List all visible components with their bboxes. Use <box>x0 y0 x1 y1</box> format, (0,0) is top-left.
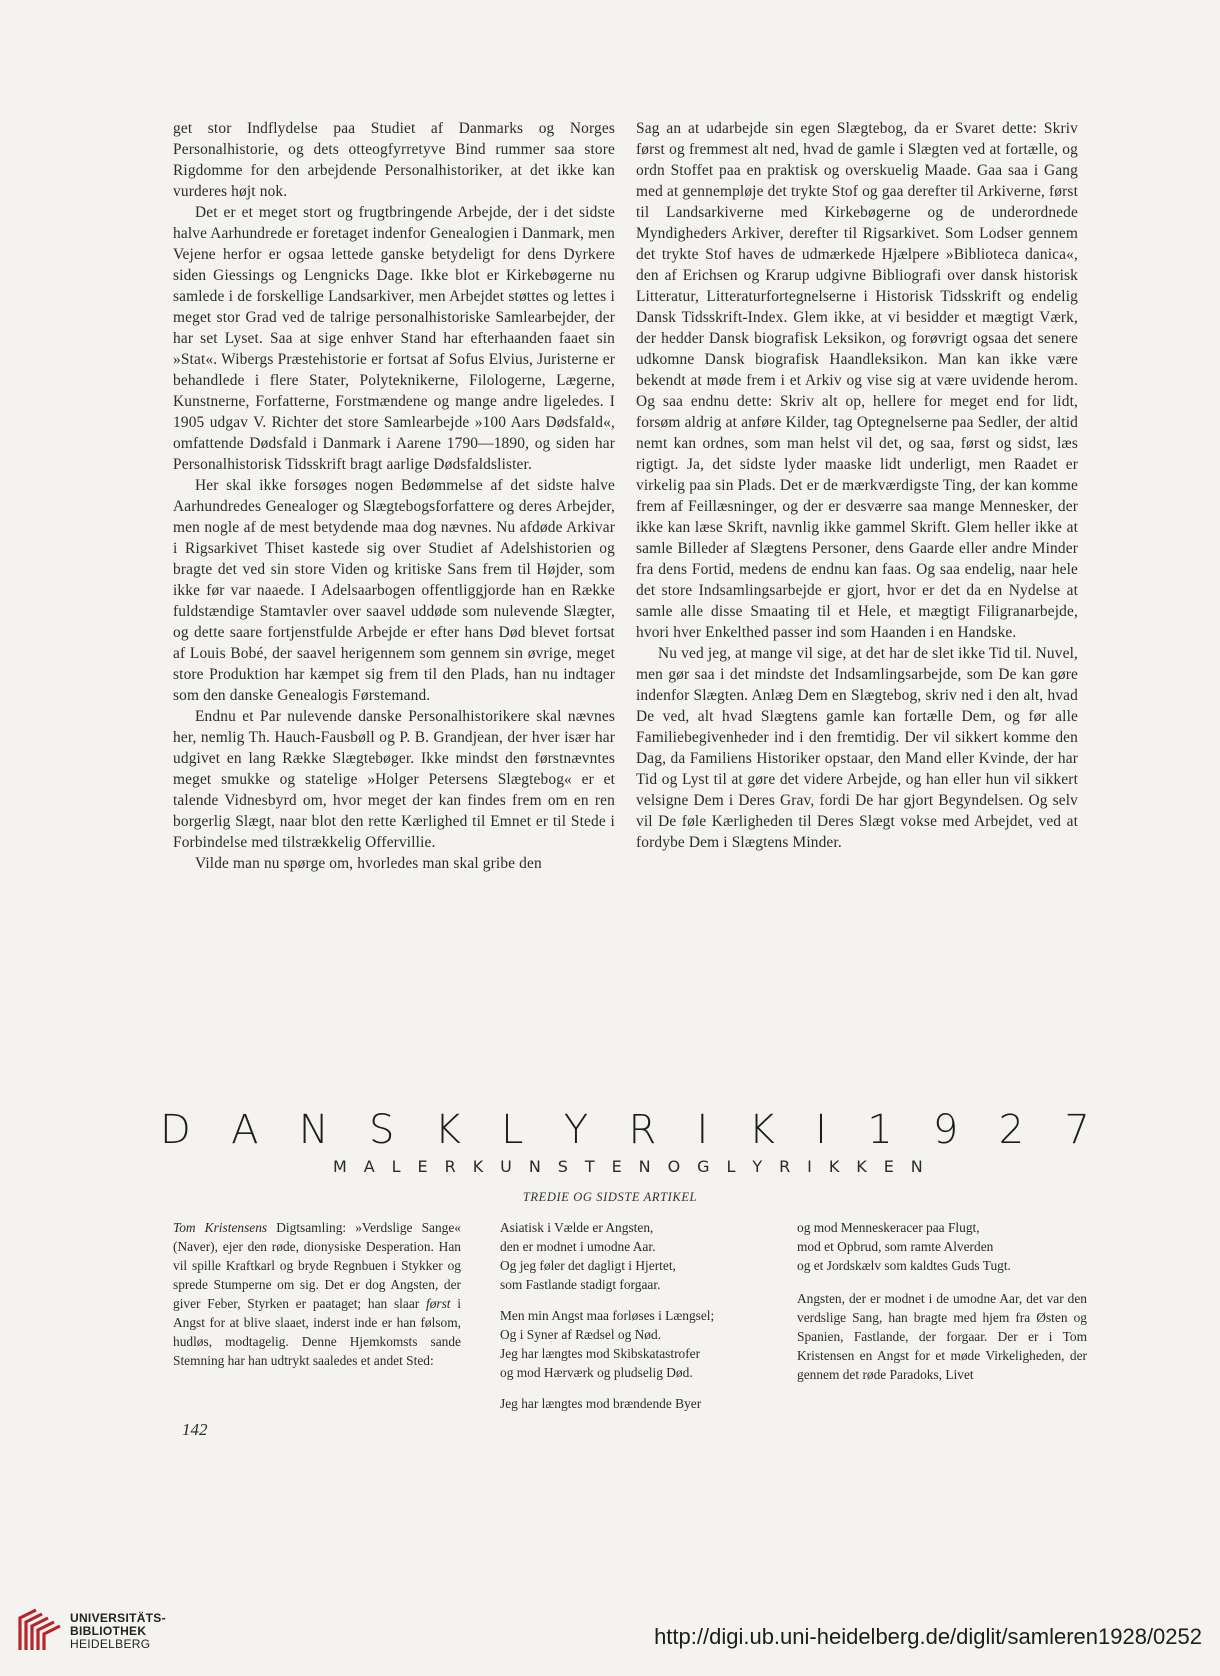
poem-line: og mod Menneskeracer paa Flugt, <box>797 1220 980 1235</box>
article-left-column <box>173 118 615 874</box>
title-letter: 2 <box>998 1107 1025 1153</box>
title-letter: K <box>472 1157 484 1176</box>
source-url[interactable]: http://digi.ub.uni-heidelberg.de/diglit/samleren1928/0252 <box>654 1624 1202 1649</box>
lyrik-intro-paragraph: Tom Kristensens Digtsamling: »Verdslige Sange« (Naver), ejer den røde, dionysiske Desperation. Han vil spille Kraftkarl og bryde Regnbuen i Stykker og sprede Stumperne om sig. Det er dog Angsten, der giver Feber, Styrken er paataget; han slaar først i Angst for at blive slaaet, inderst inde er han følsom, hudløs, modtagelig. Denne Hjemkomsts sande Stemning har han udtrykt saaledes et andet Sted: <box>173 1220 461 1368</box>
title-letter: E <box>883 1157 894 1176</box>
title-letter: G <box>697 1157 710 1176</box>
article-paragraph: get stor Indflydelse paa Studiet af Danmarks og Norges Personalhistorie, og dets otteogfyrretyve Bind rummer saa store Rigdomme for den arbejdende Personalhistoriker, at det ikke kan vurderes højt nok. <box>173 120 615 200</box>
title-letter: I <box>807 1157 812 1176</box>
article-right-column <box>636 118 1078 853</box>
article-paragraph: Nu ved jeg, at mange vil sige, at det har de slet ikke Tid til. Nuvel, men gør saa i det mindste det Indsamlingsarbejde, som De kan gøre indenfor Slægten. Anlæg Dem en Slægtebog, skriv ned i den alt, hvad De ved, alt hvad Slægtens gamle kan fortælle Dem, og før alle Familiebegivenheder ind i den fremtidig. Der vil sikkert komme den Dag, da Familiens Historiker opstaar, den Mand eller Kvinde, der har Tid og Lyst til at gøre det videre Arbejde, og han eller hun vil sikkert velsigne Dem i Deres Grav, fordi De har gjort Begyndelsen. Og selv vil De føle Kærligheden til Deres Slægt vokse med Arbejdet, ved at fordybe Dem i Slægtens Minder. <box>636 645 1078 851</box>
title-letter: I <box>815 1107 827 1153</box>
title-letter: I <box>696 1107 709 1153</box>
title-letter: T <box>584 1157 595 1176</box>
title-letter: S <box>557 1157 568 1176</box>
article-paragraph: Endnu et Par nulevende danske Personalhistorikere skal nævnes her, nemlig Th. Hauch-Fausbøll og P. B. Grandjean, der hver især har udgivet en lang Række Slægtebøger. Ikke mindst den førstnævntes meget smukke og statelige »Holger Petersens Slægtebog« er et talende Vidnesbyrd om, hvor meget der kan findes frem om en ren borgerlig Slægt, naar blot den rette Kærlighed til Emnet er til Stede i Forbindelse med tilstrækkelig Offervillie. <box>173 708 615 851</box>
page-number: 142 <box>182 1420 208 1439</box>
title-letter: K <box>434 1107 461 1153</box>
section-subtitle <box>333 1157 923 1176</box>
title-letter: A <box>231 1107 259 1153</box>
poem-stanza <box>500 1394 800 1413</box>
poem-line: og mod Hærværk og pludselig Død. <box>500 1365 693 1380</box>
footer <box>0 1576 1220 1676</box>
title-letter: K <box>828 1157 840 1176</box>
title-letter: 1 <box>867 1107 893 1153</box>
article-note: TREDIE OG SIDSTE ARTIKEL <box>522 1190 698 1204</box>
title-letter: R <box>444 1157 456 1176</box>
poem-line: Men min Angst maa forløses i Længsel; <box>500 1308 715 1323</box>
section-title <box>160 1106 1090 1154</box>
title-letter: O <box>667 1157 681 1176</box>
title-letter: K <box>748 1107 775 1153</box>
title-letter: R <box>779 1157 791 1176</box>
lyrik-column-1 <box>173 1218 461 1370</box>
title-letter: L <box>391 1157 401 1176</box>
article-paragraph: Her skal ikke forsøges nogen Bedømmelse af det sidste halve Aarhundredes Genealoger og Slægtebogsforfattere og deres Arbejder, men nogle af de mest betydende maa dog nævnes. Nu afdøde Arkivar i Rigsarkivet Thiset kastede sig over Studiet af Adelshistorien og bragte det ved sin store Viden og kritiske Sans frem til Højder, som ikke før var naaede. I Adelsaarbogen offentliggjorde han en Række fuldstændige Stamtavler over saavel uddøde som nulevende Slægter, og dette saare fortjenstfulde Arbejde er efter hans Død blevet fortsat af Louis Bobé, der saavel herigennem som gennem sin øvrige, meget store Produktion har kæmpet sig frem til den Plads, han nu indtager som den danske Genealogis Førstemand. <box>173 477 615 704</box>
article-paragraph: Sag an at udarbejde sin egen Slægtebog, da er Svaret dette: Skriv først og fremmest alt ned, hvad de gamle i Slægten ved at fortælle, og ordn Stoffet paa en praktisk og overskuelig Maade. Gaa saa i Gang med at gennempløje det trykte Stof og gaa derefter til Arkiverne, først til Landsarkiverne med Kirkebøgerne og de underordnede Myndigheders Arkiver, derefter til Rigsarkivet. Som Lodser gennem det trykte Stof haves de udmærkede Hjælpere »Biblioteca danica«, den af Erichsen og Krarup udgivne Bibliografi over dansk historisk Litteratur, Litteraturfortegnelserne i Historisk Tidsskrift og endelig Dansk Tidsskrift-Index. Glem ikke, at vi besidder et mægtigt Værk, der hedder Dansk biografisk Leksikon, og forøvrigt ogsaa det senere udkomne Dansk biografisk Haandleksikon. Man kan ikke være bekendt at møde frem i et Arkiv og vise sig at være uvidende herom. Og saa endnu dette: Skriv alt op, hellere for meget end for lidt, forsøm aldrig at anføre Kilder, tag Optegnelserne paa Sedler, der altid nemt kan ordnes, som man helst vil det, og saa, først og sidst, læs rigtigt. Ja, det sidste lyder maaske lidt underligt, men Raadet er virkelig paa sin Plads. Det er de mærkværdigste Ting, der kan komme frem af Feillæsninger, og der er desværre saa mange Mennesker, der ikke kan læse Skrift, navnlig ikke gammel Skrift. Glem heller ikke at samle Billeder af Slægtens Personer, dens Gaarde eller andre Minder fra dens Fortid, medens de endnu kan faas. Og saa endelig, naar hele det store Indsamlingsarbejde er gjort, hvor er det da en Nydelse at samle alle disse Smaating til et Hele, et mægtigt Filigranarbejde, hvori hver Enkelthed passer ind som Haanden i en Handske. <box>636 120 1078 641</box>
title-letter: N <box>528 1157 541 1176</box>
title-letter: N <box>298 1107 329 1153</box>
poem-line: og et Jordskælv som kaldtes Guds Tugt. <box>797 1258 1011 1273</box>
title-letter: Y <box>752 1157 763 1176</box>
title-letter: N <box>638 1157 651 1176</box>
poem-line: Asiatisk i Vælde er Angsten, <box>500 1220 654 1235</box>
poem-line: mod et Opbrud, som ramte Alverden <box>797 1239 994 1254</box>
title-letter: E <box>417 1157 428 1176</box>
section-heading <box>160 1106 1090 1154</box>
title-letter: N <box>910 1157 923 1176</box>
title-letter: D <box>160 1107 191 1153</box>
poem-stanza <box>500 1306 800 1382</box>
poem-line: Jeg har længtes mod Skibskatastrofer <box>500 1346 701 1361</box>
article-paragraph: Det er et meget stort og frugtbringende Arbejde, der i det sidste halve Aarhundrede er foretaget indenfor Genealogien i Danmark, men Vejene herfor er ogsaa lettede ganske betydeligt for dens Dyrkere siden Giessings og Lengnicks Dage. Ikke blot er Kirkebøgerne nu samlede i de forskellige Landsarkiver, men Arbejdet støttes og lettes i meget stor Grad ved de talrige personalhistoriske Samlearbejder, der har set Lyset. Saa at sige enhver Stand har efterhaanden faaet sin »Stat«. Wibergs Præstehistorie er fortsat af Sofus Elvius, Juristerne er behandlede i flere Stater, Polyteknikerne, Filologerne, Lægerne, Kunstnerne, Forfatterne, Forstmændene og mange andre ligeledes. I 1905 udgav V. Richter det store Samlearbejde »100 Aars Dødsfald«, omfattende Dødsfald i Danmark i Aarene 1790—1890, og siden har Personalhistorisk Tidsskrift bragt aarlige Dødsfaldslister. <box>173 204 615 473</box>
title-letter: 9 <box>932 1107 959 1153</box>
title-letter: S <box>368 1107 395 1153</box>
title-letter: E <box>611 1157 622 1176</box>
title-letter: K <box>856 1157 867 1176</box>
lyrik-column-2 <box>500 1218 800 1425</box>
title-letter: M <box>333 1157 347 1176</box>
library-logo-icon <box>14 1604 66 1656</box>
library-name: UNIVERSITÄTS- BIBLIOTHEK HEIDELBERG <box>70 1611 166 1651</box>
title-letter: Y <box>563 1107 589 1153</box>
title-letter: 7 <box>1064 1107 1090 1153</box>
article-paragraph: Vilde man nu spørge om, hvorledes man skal gribe den <box>195 855 542 872</box>
title-letter: L <box>501 1107 524 1153</box>
lyrik-commentary-paragraph: Angsten, der er modnet i de umodne Aar, det var den verdslige Sang, han bragte med hjem fra Østen og Spanien, Fastlande, der forgaar. Der er i Tom Kristensen en Angst for et møde Virkeligheden, der gennem det røde Paradoks, Livet <box>797 1291 1087 1382</box>
poem-stanza <box>500 1218 800 1294</box>
poem-line: den er modnet i umodne Aar. <box>500 1239 656 1254</box>
poem-line: Jeg har længtes mod brændende Byer <box>500 1396 702 1411</box>
title-letter: L <box>726 1157 736 1176</box>
lyrik-column-3 <box>797 1218 1087 1384</box>
poem-line: Og jeg føler det dagligt i Hjertet, <box>500 1258 676 1273</box>
title-letter: U <box>500 1157 512 1176</box>
title-letter: R <box>628 1107 657 1153</box>
poem-line: Og i Syner af Rædsel og Nød. <box>500 1327 662 1342</box>
title-letter: A <box>363 1157 375 1176</box>
poem-line: som Fastlande stadigt forgaar. <box>500 1277 661 1292</box>
poem-stanza <box>797 1218 1087 1275</box>
author-name: Tom Kristensens <box>173 1220 268 1235</box>
